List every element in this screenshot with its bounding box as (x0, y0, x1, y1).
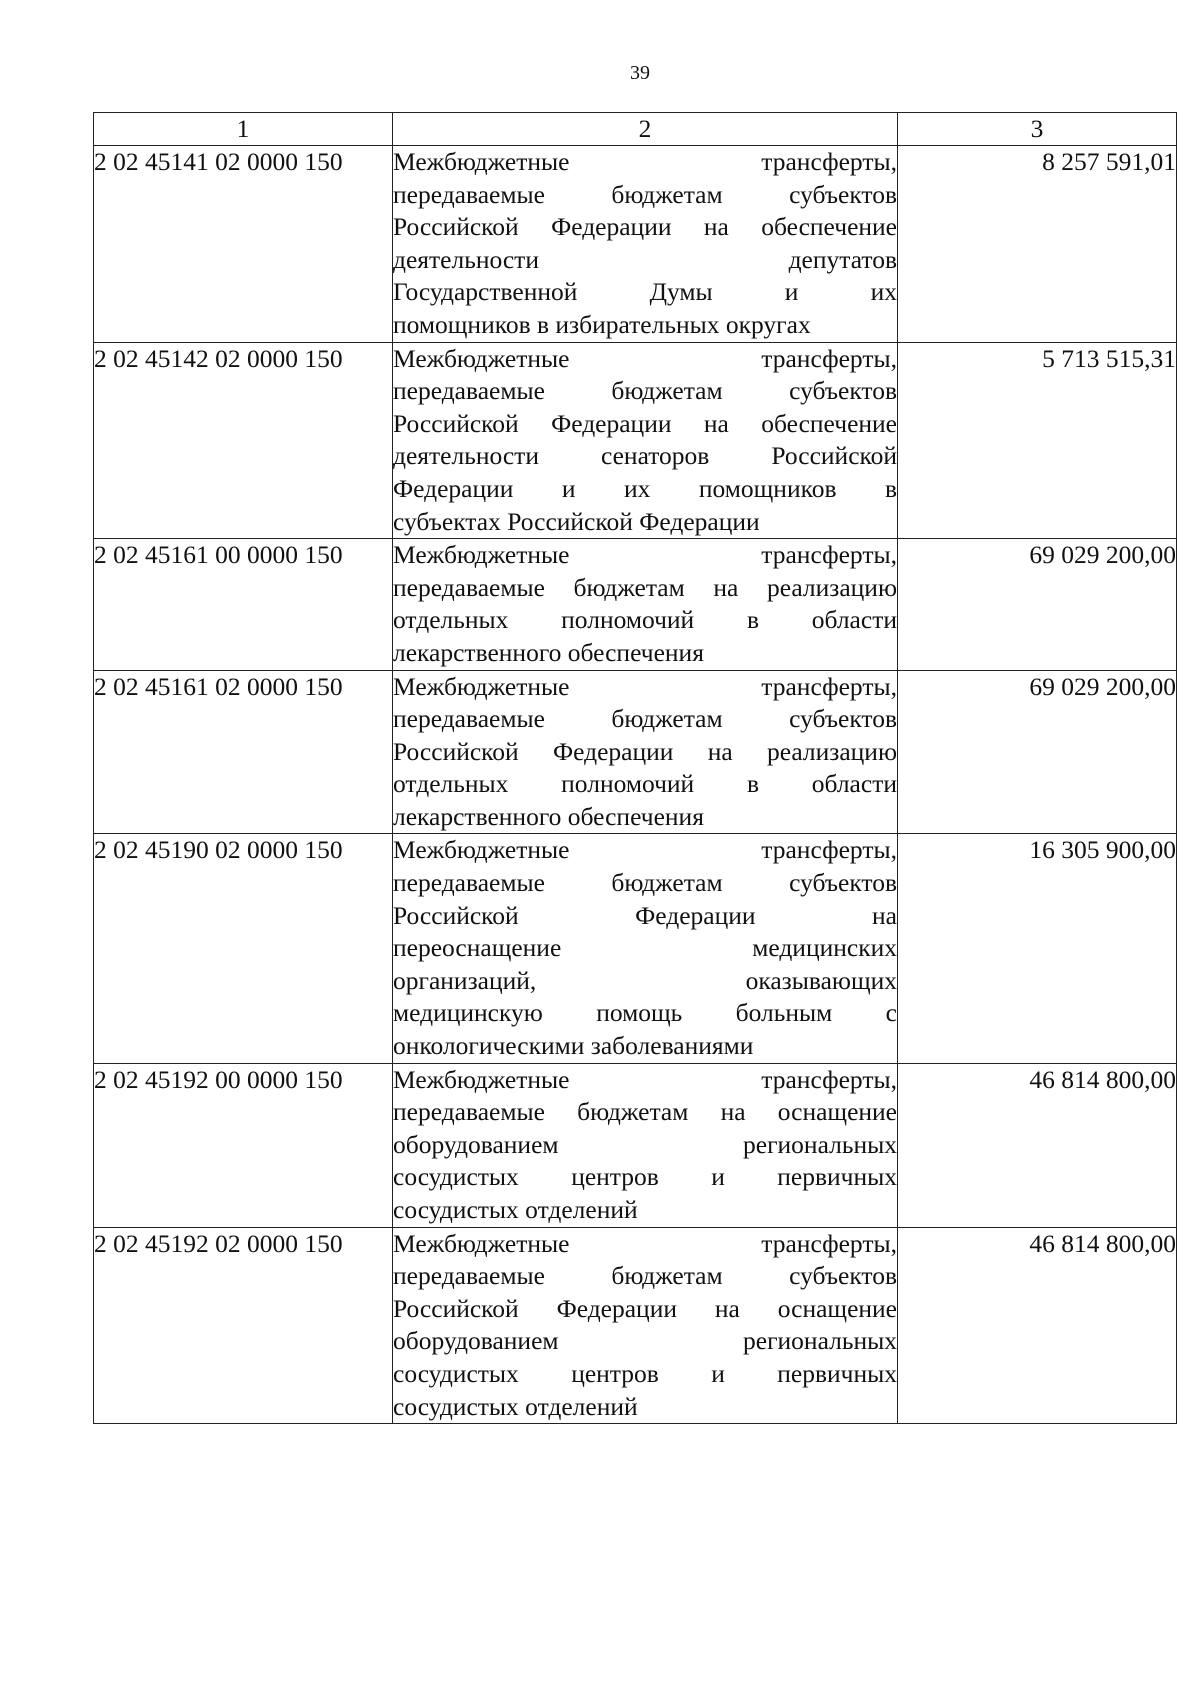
description-line: передаваемые бюджетам субъектов (393, 376, 897, 406)
description-line: Российской Федерации на обеспечение (393, 212, 897, 242)
description-line: сосудистых отделений (393, 1195, 638, 1224)
budget-code-cell: 2 02 45142 02 0000 150 (94, 342, 393, 539)
description-cell (393, 1227, 898, 1424)
description-line: медицинскую помощь больным с (393, 998, 897, 1028)
column-header-description: 2 (393, 113, 898, 146)
budget-code-cell: 2 02 45161 02 0000 150 (94, 670, 393, 834)
budget-code-cell: 2 02 45192 00 0000 150 (94, 1063, 393, 1227)
description-line: Российской Федерации на (393, 900, 897, 930)
description-line: Межбюджетные трансферты, (393, 1064, 897, 1094)
table-row (94, 539, 1177, 670)
description-cell (393, 670, 898, 834)
budget-code-cell: 2 02 45141 02 0000 150 (94, 146, 393, 343)
amount-cell: 69 029 200,00 (898, 670, 1177, 834)
description-line: субъектах Российской Федерации (393, 506, 760, 536)
description-line: передаваемые бюджетам субъектов (393, 704, 897, 734)
column-header-code: 1 (94, 113, 393, 146)
description-line: Межбюджетные трансферты, (393, 147, 897, 176)
column-header-amount: 3 (898, 113, 1177, 146)
description-line: деятельности сенаторов Российской (393, 441, 897, 471)
description-line: деятельности депутатов (393, 244, 897, 274)
description-line: лекарственного обеспечения (393, 801, 704, 831)
description-line: Российской Федерации на обеспечение (393, 408, 897, 438)
table-row (94, 342, 1177, 539)
description-line: Российской Федерации на реализацию (393, 736, 897, 766)
amount-cell: 46 814 800,00 (898, 1227, 1177, 1424)
description-line: отдельных полномочий в области (393, 769, 897, 799)
description-line: оборудованием региональных (393, 1129, 897, 1159)
description-line: онкологическими заболеваниями (393, 1031, 754, 1061)
table-row (94, 1227, 1177, 1424)
amount-cell: 69 029 200,00 (898, 539, 1177, 670)
budget-code-cell: 2 02 45192 02 0000 150 (94, 1227, 393, 1424)
table-body (94, 146, 1177, 1424)
description-line: лекарственного обеспечения (393, 637, 704, 667)
description-line: передаваемые бюджетам на оснащение (393, 1097, 897, 1127)
description-line: сосудистых центров и первичных (393, 1358, 897, 1388)
budget-table (93, 112, 1177, 1424)
header-row (94, 113, 1177, 146)
description-line: переоснащение медицинских (393, 933, 897, 963)
description-cell (393, 834, 898, 1063)
budget-code-cell: 2 02 45190 02 0000 150 (94, 834, 393, 1063)
table-row (94, 146, 1177, 343)
description-line: передаваемые бюджетам субъектов (393, 868, 897, 898)
amount-cell: 8 257 591,01 (898, 146, 1177, 343)
description-line: Российской Федерации на оснащение (393, 1293, 897, 1323)
description-line: сосудистых центров и первичных (393, 1162, 897, 1192)
description-line: передаваемые бюджетам субъектов (393, 1261, 897, 1291)
amount-cell: 5 713 515,31 (898, 342, 1177, 539)
page-number: 39 (630, 62, 650, 84)
amount-cell: 46 814 800,00 (898, 1063, 1177, 1227)
table-header (94, 113, 1177, 146)
budget-code-cell: 2 02 45161 00 0000 150 (94, 539, 393, 670)
description-line: Государственной Думы и их (393, 277, 897, 307)
description-line: отдельных полномочий в области (393, 605, 897, 635)
description-cell (393, 342, 898, 539)
description-line: передаваемые бюджетам на реализацию (393, 572, 897, 602)
description-line: Межбюджетные трансферты, (393, 671, 897, 701)
description-line: оборудованием региональных (393, 1326, 897, 1356)
description-line: Межбюджетные трансферты, (393, 540, 897, 570)
description-line: помощников в избирательных округах (393, 309, 811, 339)
description-line: передаваемые бюджетам субъектов (393, 179, 897, 209)
table-row (94, 1063, 1177, 1227)
amount-cell: 16 305 900,00 (898, 834, 1177, 1063)
table-row (94, 670, 1177, 834)
description-cell (393, 1063, 898, 1227)
description-line: Межбюджетные трансферты, (393, 1228, 897, 1258)
description-line: Межбюджетные трансферты, (393, 835, 897, 865)
description-line: организаций, оказывающих (393, 965, 897, 995)
description-cell (393, 539, 898, 670)
description-line: сосудистых отделений (393, 1391, 638, 1421)
description-cell (393, 146, 898, 343)
description-line: Межбюджетные трансферты, (393, 343, 897, 373)
table-row (94, 834, 1177, 1063)
description-line: Федерации и их помощников в (393, 473, 897, 503)
